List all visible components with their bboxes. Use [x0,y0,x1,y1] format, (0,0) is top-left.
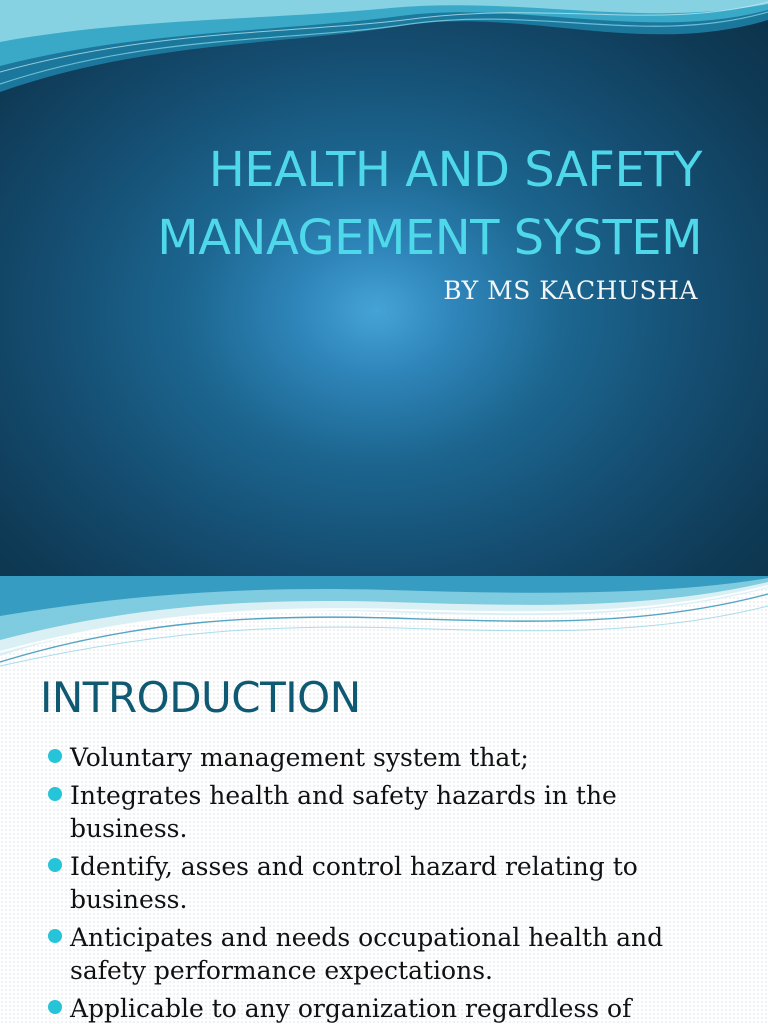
bullet-dot-icon [48,749,62,763]
introduction-slide [0,576,768,1024]
bullet-dot-icon [48,787,62,801]
title-line-2: MANAGEMENT SYSTEM [157,210,702,266]
bullet-dot-icon [48,929,62,943]
bullet-dot-icon [48,858,62,872]
list-item [46,779,726,845]
bullet-text: Applicable to any organization regardless of [70,994,632,1023]
bullet-list [46,741,726,1024]
bullet-dot-icon [48,1000,62,1014]
top-wave-decoration [0,0,768,120]
presentation-title [62,136,702,272]
title-line-1: HEALTH AND SAFETY [208,142,702,198]
presentation-subtitle: BY MS KACHUSHA [443,276,698,305]
list-item [46,741,726,774]
top-wave-decoration [0,576,768,668]
list-item [46,850,726,916]
bullet-text: Identify, asses and control hazard relating to business. [70,852,638,914]
section-heading: INTRODUCTION [40,673,361,722]
bullet-text: Voluntary management system that; [70,743,529,772]
list-item [46,992,726,1024]
bullet-text: Anticipates and needs occupational health and safety performance expectations. [70,923,664,985]
list-item [46,921,726,987]
bullet-text: Integrates health and safety hazards in the business. [70,781,617,843]
